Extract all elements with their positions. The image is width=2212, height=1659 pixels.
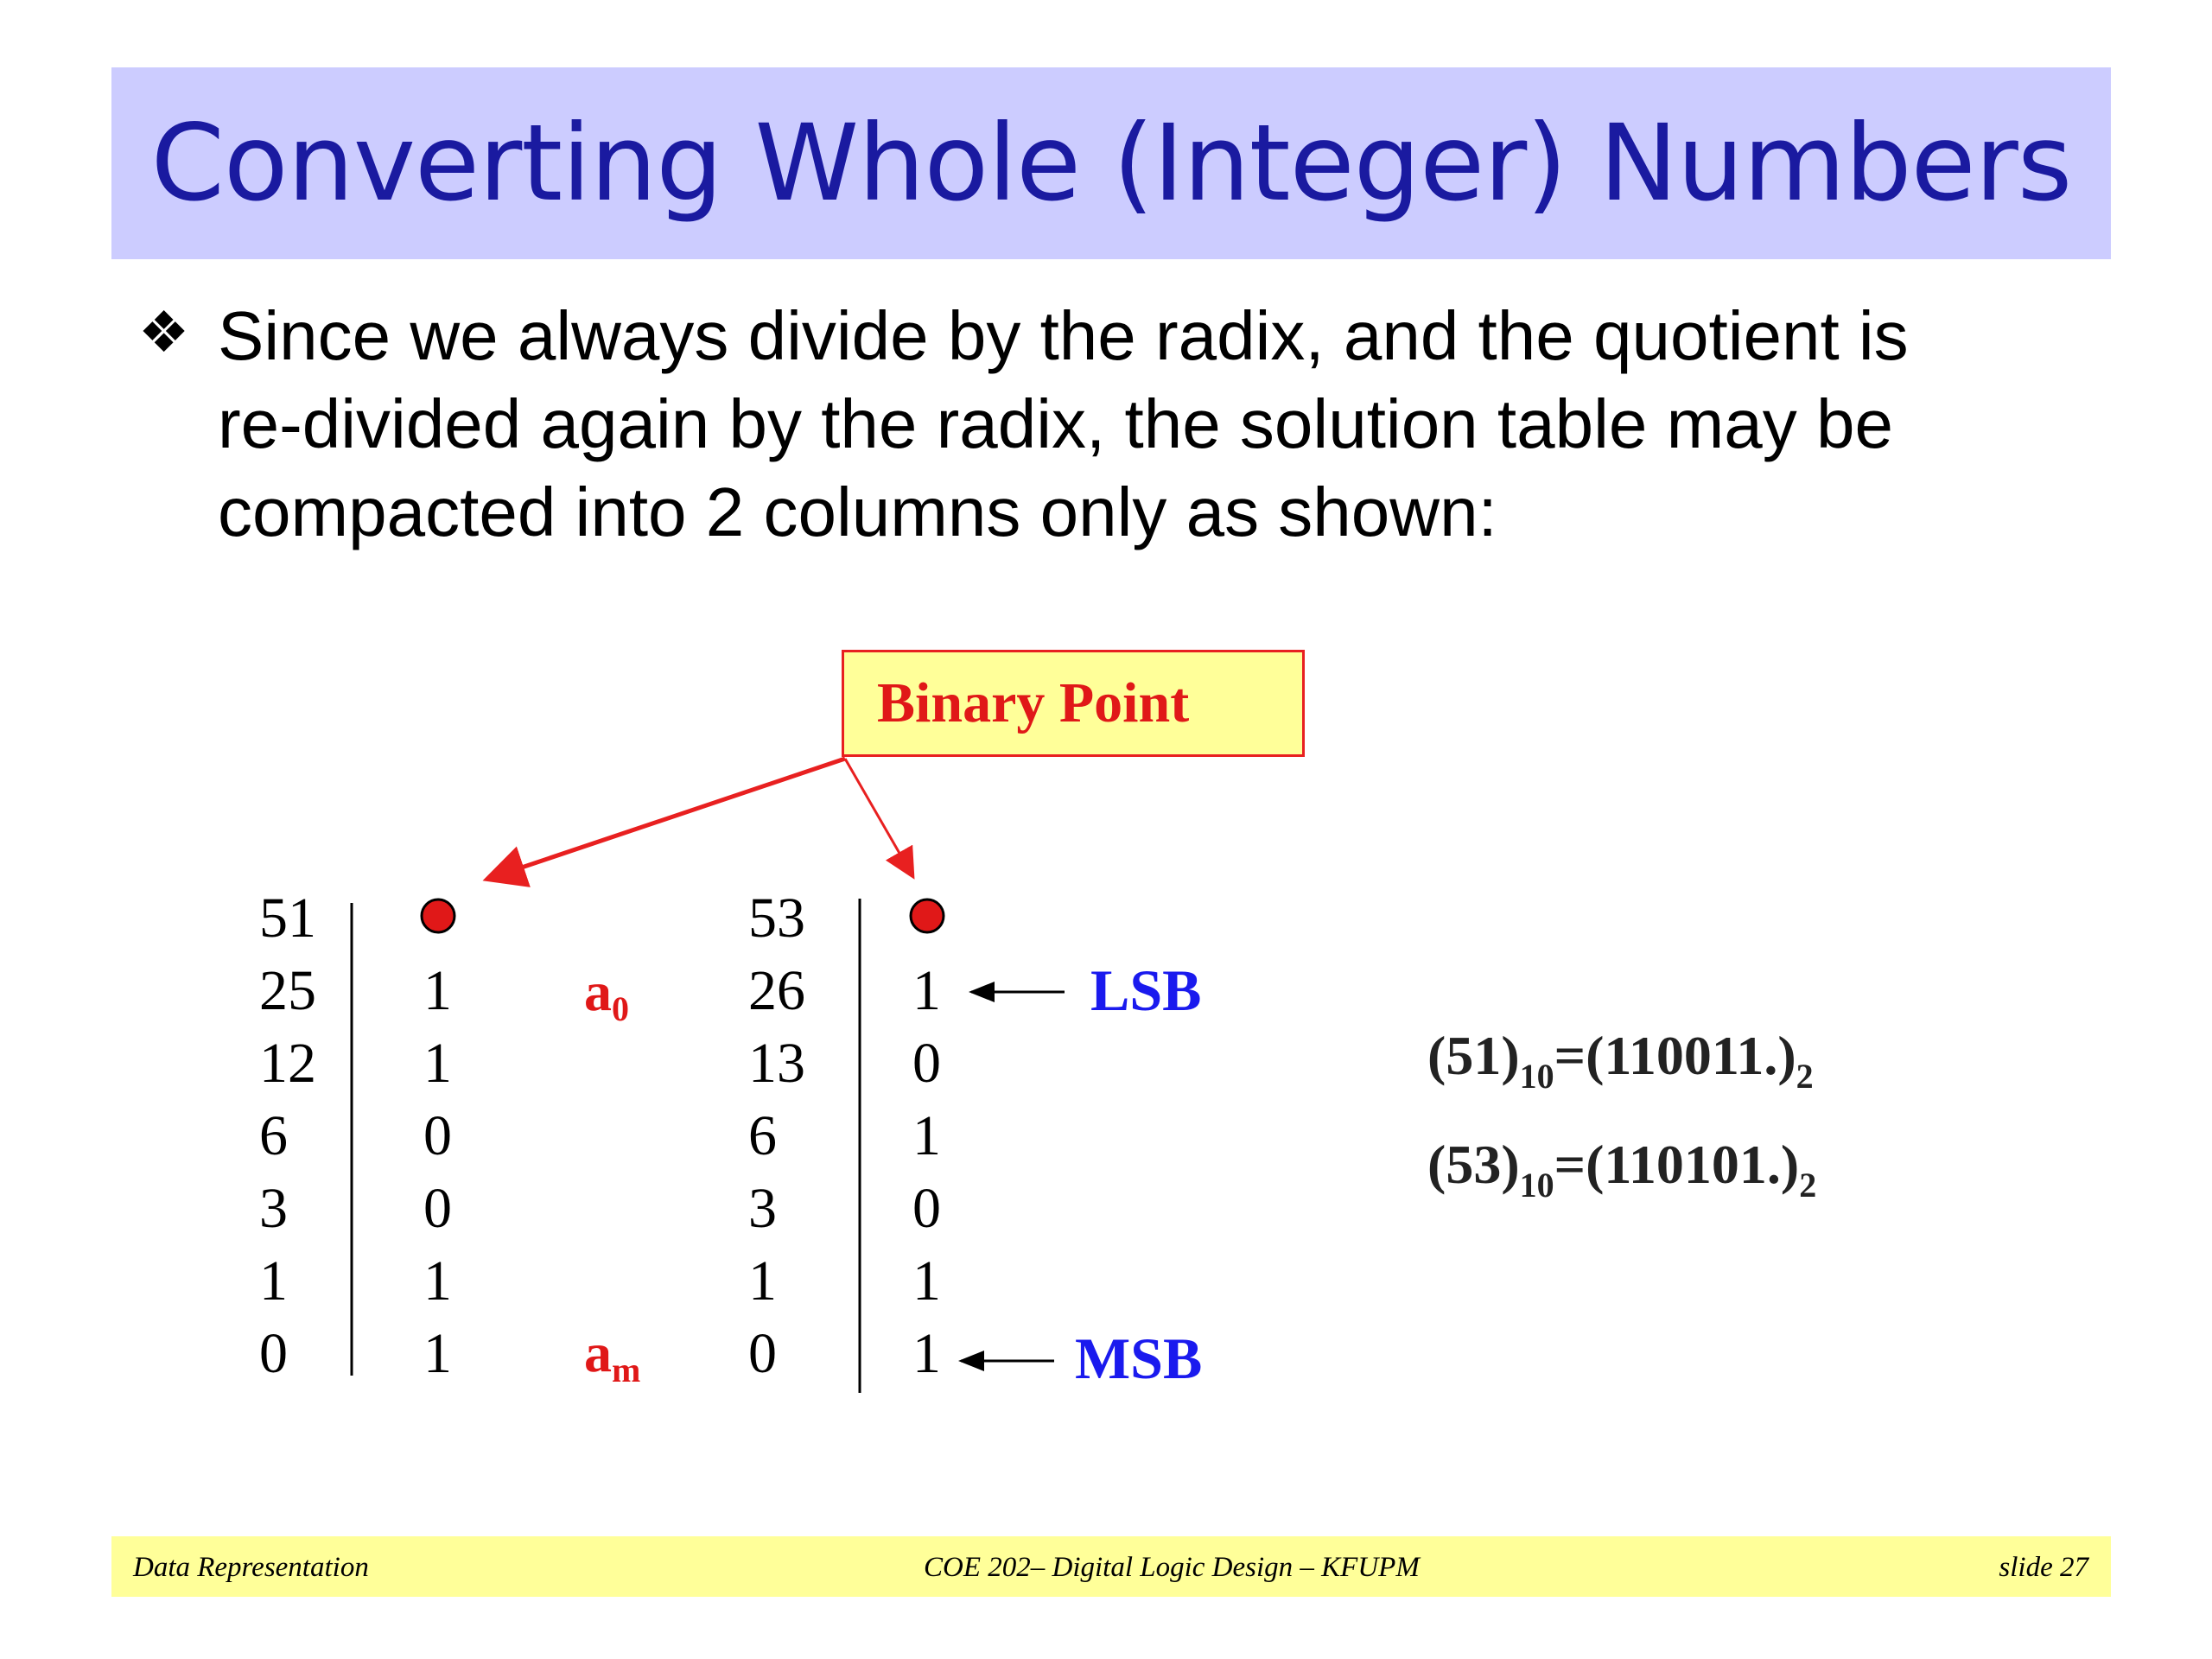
remainder-cell: 1 <box>912 1249 941 1313</box>
remainder-cell: 1 <box>912 959 941 1022</box>
quotient-cell: 0 <box>259 1322 288 1385</box>
quotient-cell: 6 <box>259 1104 288 1167</box>
callout-label: Binary Point <box>877 671 1190 734</box>
msb-label: MSB <box>1075 1325 1203 1391</box>
remainder-cell: 1 <box>423 1322 452 1385</box>
quotient-cell: 25 <box>259 959 316 1022</box>
binary-point-dot-left <box>422 899 454 932</box>
slide-footer <box>111 1536 2111 1597</box>
remainder-cell: 1 <box>423 1032 452 1095</box>
remainder-cell: 1 <box>912 1322 941 1385</box>
quotient-cell: 3 <box>259 1177 288 1240</box>
remainder-cell: 0 <box>423 1177 452 1240</box>
remainder-cell: 1 <box>912 1104 941 1167</box>
quotient-cell: 1 <box>748 1249 777 1313</box>
result-51: $(51)_{10}=(110011.)_2$ <box>1427 1025 1814 1096</box>
quotient-cell: 6 <box>748 1104 777 1167</box>
lsb-label: LSB <box>1090 957 1202 1023</box>
quotient-cell: 0 <box>748 1322 777 1385</box>
quotient-cell: 12 <box>259 1032 316 1095</box>
quotient-cell: 1 <box>259 1249 288 1313</box>
quotient-cell: 26 <box>748 959 805 1022</box>
remainder-cell: 0 <box>912 1177 941 1240</box>
quotient-cell: 53 <box>748 887 805 950</box>
remainder-cell: 0 <box>423 1104 452 1167</box>
slide-title: Converting Whole (Integer) Numbers <box>150 102 2072 225</box>
arrow-to-left-point <box>491 759 845 878</box>
a0-label: $a_0$ <box>584 961 629 1028</box>
remainder-cell: 0 <box>912 1032 941 1095</box>
binary-point-dot-right <box>911 899 944 932</box>
bullet-line: Since we always divide by the radix, and the quotient is <box>218 297 1909 374</box>
result-53: $(53)_{10}=(110101.)_2$ <box>1427 1134 1817 1205</box>
footer-center: COE 202– Digital Logic Design – KFUPM <box>924 1552 1420 1583</box>
footer-slide-number: slide 27 <box>1999 1552 2088 1583</box>
remainder-cell: 1 <box>423 1249 452 1313</box>
arrow-to-right-point <box>845 759 911 873</box>
am-label: $a_m$ <box>584 1322 641 1389</box>
bullet-line: compacted into 2 columns only as shown: <box>218 474 1497 550</box>
quotient-cell: 3 <box>748 1177 777 1240</box>
quotient-cell: 51 <box>259 887 316 950</box>
bullet-line: re-divided again by the radix, the solution table may be <box>218 385 1893 462</box>
diamond-cluster-bullet-icon: ❖ <box>138 299 190 365</box>
footer-left: Data Representation <box>133 1552 369 1583</box>
quotient-cell: 13 <box>748 1032 805 1095</box>
remainder-cell: 1 <box>423 959 452 1022</box>
